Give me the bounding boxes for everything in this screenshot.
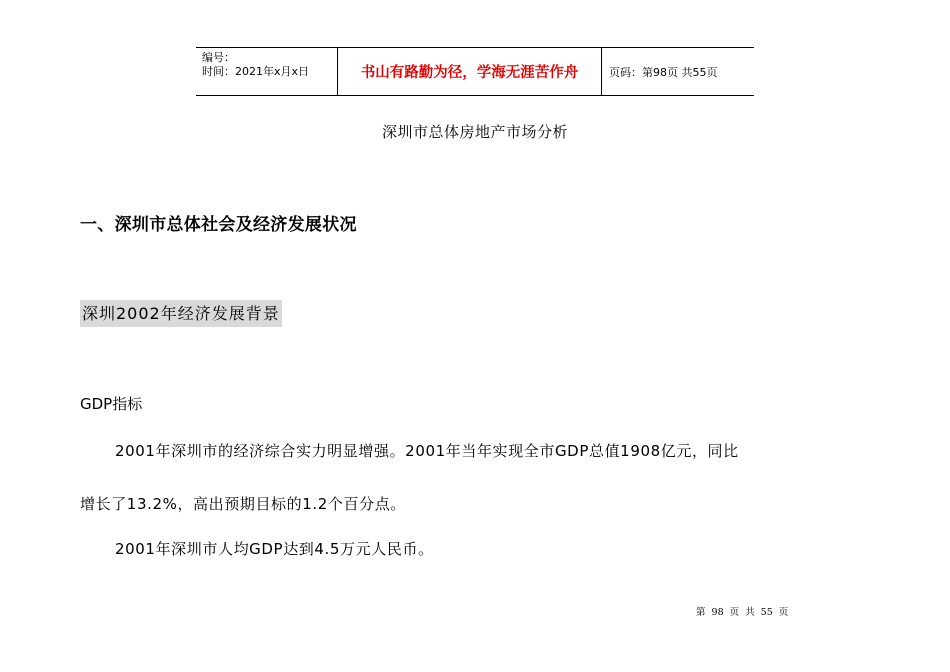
page-header-table (196, 47, 754, 96)
page-footer: 第 98 页 共 55 页 (696, 607, 789, 618)
time-label: 时间：2021年x月x日 (202, 65, 310, 78)
paragraph-gdp-growth: 增长了13.2%，高出预期目标的1.2个百分点。 (80, 495, 406, 513)
paragraph-gdp-total: 2001年深圳市的经济综合实力明显增强。2001年当年实现全市GDP总值1908亿元，同比 (115, 442, 739, 460)
header-meta-cell (196, 48, 338, 95)
header-motto: 书山有路勤为径，学海无涯苦作舟 (338, 48, 602, 95)
header-page-code: 页码：第98页 共55页 (609, 65, 718, 79)
section-heading: 一、深圳市总体社会及经济发展状况 (80, 215, 357, 235)
gdp-indicator-label: GDP指标 (80, 395, 143, 413)
number-label: 编号： (202, 51, 235, 64)
document-title: 深圳市总体房地产市场分析 (381, 123, 568, 141)
subsection-heading: 深圳2002年经济发展背景 (80, 300, 282, 327)
paragraph-gdp-per-capita: 2001年深圳市人均GDP达到4.5万元人民币。 (115, 540, 434, 558)
